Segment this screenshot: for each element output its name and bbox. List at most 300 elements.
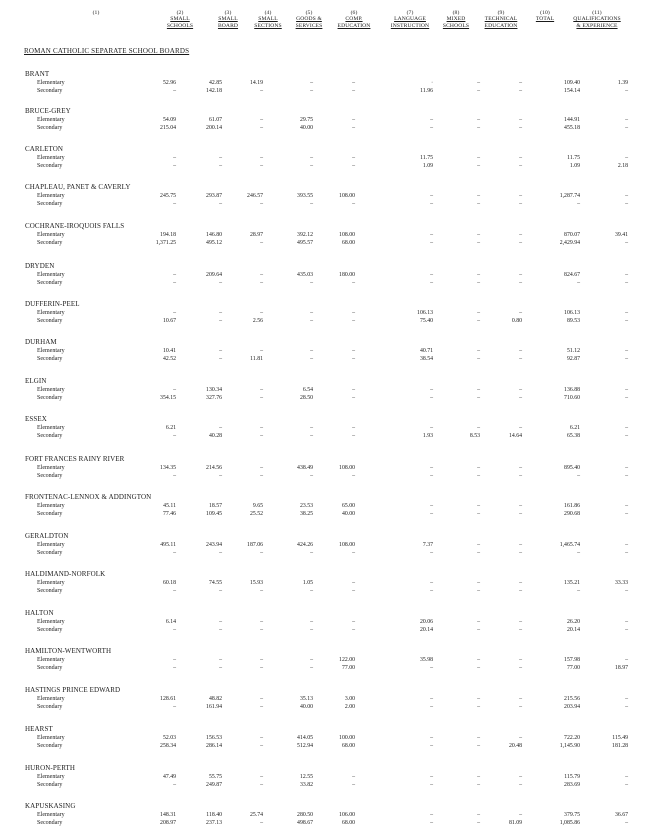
table-cell: –: [625, 395, 628, 401]
table-cell: –: [310, 473, 313, 479]
table-cell: –: [477, 588, 480, 594]
table-cell: 54.09: [162, 117, 176, 123]
table-cell: 283.69: [564, 782, 580, 788]
table-cell: –: [260, 743, 263, 749]
table-cell: –: [519, 387, 522, 393]
table-cell: 156.53: [206, 735, 222, 741]
table-cell: –: [625, 782, 628, 788]
table-cell: –: [519, 665, 522, 671]
table-cell: 134.35: [160, 465, 176, 471]
table-cell: –: [430, 240, 433, 246]
table-cell: –: [625, 774, 628, 780]
table-cell: –: [430, 465, 433, 471]
table-cell: 9.65: [252, 503, 263, 509]
table-cell: –: [519, 425, 522, 431]
table-cell: –: [260, 735, 263, 741]
table-cell: –: [477, 117, 480, 123]
table-cell: –: [260, 782, 263, 788]
column-header: [440, 10, 472, 29]
table-cell: –: [310, 163, 313, 169]
table-cell: –: [519, 782, 522, 788]
board-block: [0, 493, 658, 519]
table-cell: –: [519, 511, 522, 517]
board-block: [0, 145, 658, 171]
table-cell: –: [477, 812, 480, 818]
table-cell: –: [519, 542, 522, 548]
board-block: [0, 802, 658, 828]
table-cell: 414.05: [297, 735, 313, 741]
board-name: CHAPLEAU, PANET & CAVERLY: [25, 183, 131, 191]
table-cell: –: [477, 272, 480, 278]
table-cell: –: [260, 696, 263, 702]
table-cell: –: [477, 387, 480, 393]
table-cell: –: [352, 348, 355, 354]
table-cell: –: [625, 619, 628, 625]
table-cell: 108.00: [339, 193, 355, 199]
table-cell: –: [352, 201, 355, 207]
table-cell: –: [625, 433, 628, 439]
table-cell: –: [477, 356, 480, 362]
row-label: Secondary: [37, 665, 63, 671]
table-cell: –: [625, 696, 628, 702]
table-cell: 18.97: [614, 665, 628, 671]
table-cell: 142.18: [206, 88, 222, 94]
table-cell: 209.64: [206, 272, 222, 278]
table-cell: 36.67: [614, 812, 628, 818]
table-cell: 438.49: [297, 465, 313, 471]
table-cell: –: [173, 280, 176, 286]
column-header: [478, 10, 524, 29]
table-cell: –: [430, 588, 433, 594]
table-cell: –: [519, 201, 522, 207]
table-cell: –: [310, 425, 313, 431]
table-cell: –: [477, 163, 480, 169]
table-cell: 722.20: [564, 735, 580, 741]
table-cell: 2.18: [617, 163, 628, 169]
table-cell: –: [219, 550, 222, 556]
table-cell: –: [219, 657, 222, 663]
table-cell: 161.94: [206, 704, 222, 710]
table-cell: –: [352, 356, 355, 362]
column-title-line: QUALIFICATIONS: [573, 16, 621, 23]
table-cell: 14.64: [508, 433, 522, 439]
table-cell: –: [430, 395, 433, 401]
table-cell: –: [219, 473, 222, 479]
table-cell: –: [477, 155, 480, 161]
table-cell: –: [477, 240, 480, 246]
table-cell: –: [625, 117, 628, 123]
column-header: [386, 10, 434, 29]
table-cell: –: [477, 125, 480, 131]
row-label: Elementary: [37, 542, 65, 548]
column-header: [565, 10, 629, 29]
table-cell: –: [352, 782, 355, 788]
board-name: HEARST: [25, 725, 53, 733]
table-cell: –: [477, 743, 480, 749]
table-cell: –: [519, 774, 522, 780]
table-cell: 35.98: [419, 657, 433, 663]
table-cell: –: [260, 619, 263, 625]
row-label: Secondary: [37, 395, 63, 401]
board-name: HURON-PERTH: [25, 764, 76, 772]
table-cell: –: [352, 425, 355, 431]
table-cell: 38.54: [419, 356, 433, 362]
column-title-line: EDUCATION: [337, 22, 371, 29]
table-cell: –: [577, 280, 580, 286]
table-cell: –: [477, 735, 480, 741]
table-cell: –: [430, 665, 433, 671]
table-cell: –: [519, 193, 522, 199]
table-cell: –: [519, 812, 522, 818]
table-cell: 2,429.94: [559, 240, 580, 246]
table-cell: –: [477, 193, 480, 199]
table-cell: 20.14: [566, 627, 580, 633]
table-cell: –: [310, 155, 313, 161]
table-cell: 45.11: [163, 503, 176, 509]
table-cell: 215.56: [564, 696, 580, 702]
row-label: Secondary: [37, 201, 63, 207]
table-cell: –: [310, 348, 313, 354]
table-cell: –: [477, 425, 480, 431]
table-cell: –: [577, 201, 580, 207]
table-cell: –: [352, 163, 355, 169]
table-cell: 47.49: [162, 774, 176, 780]
table-cell: –: [625, 272, 628, 278]
table-cell: 38.25: [299, 511, 313, 517]
column-number: (8): [452, 10, 460, 16]
table-cell: –: [477, 310, 480, 316]
column-title-line: COMP.: [345, 16, 363, 23]
table-cell: 75.40: [419, 318, 433, 324]
table-cell: –: [352, 318, 355, 324]
board-block: [0, 338, 658, 364]
table-cell: 424.26: [297, 542, 313, 548]
table-cell: 290.68: [564, 511, 580, 517]
column-header: [534, 10, 556, 23]
board-block: [0, 725, 658, 751]
row-label: Elementary: [37, 387, 65, 393]
table-cell: –: [310, 280, 313, 286]
table-cell: –: [352, 550, 355, 556]
table-cell: 1,145.90: [559, 743, 580, 749]
table-cell: –: [430, 580, 433, 586]
table-cell: –: [519, 80, 522, 86]
column-title-line: GOODS &: [296, 16, 322, 23]
row-label: Elementary: [37, 465, 65, 471]
table-cell: –: [477, 550, 480, 556]
row-label: Secondary: [37, 88, 63, 94]
board-name: FRONTENAC-LENNOX & ADDINGTON: [25, 493, 152, 501]
table-cell: –: [430, 735, 433, 741]
table-cell: –: [519, 627, 522, 633]
table-cell: 200.14: [206, 125, 222, 131]
table-cell: 40.00: [299, 125, 313, 131]
table-cell: 258.34: [160, 743, 176, 749]
row-label: Elementary: [37, 117, 65, 123]
table-cell: –: [219, 155, 222, 161]
table-cell: –: [625, 473, 628, 479]
table-cell: –: [430, 473, 433, 479]
table-cell: 68.00: [341, 820, 355, 826]
table-cell: –: [625, 318, 628, 324]
table-cell: –: [173, 163, 176, 169]
row-label: Secondary: [37, 782, 63, 788]
table-cell: 51.12: [566, 348, 580, 354]
table-cell: 146.80: [206, 232, 222, 238]
table-cell: –: [260, 117, 263, 123]
table-cell: –: [260, 280, 263, 286]
table-cell: –: [519, 125, 522, 131]
table-cell: 109.45: [206, 511, 222, 517]
column-title-line: TECHNICAL: [484, 16, 518, 23]
table-cell: 74.55: [208, 580, 222, 586]
board-block: [0, 415, 658, 441]
table-cell: –: [625, 201, 628, 207]
table-cell: –: [430, 425, 433, 431]
table-cell: ·: [431, 80, 433, 86]
row-label: Elementary: [37, 193, 65, 199]
table-cell: –: [352, 580, 355, 586]
table-cell: –: [173, 782, 176, 788]
board-block: [0, 262, 658, 288]
table-cell: 455.18: [564, 125, 580, 131]
table-cell: –: [430, 511, 433, 517]
table-cell: –: [519, 735, 522, 741]
table-cell: –: [625, 820, 628, 826]
row-label: Secondary: [37, 318, 63, 324]
table-cell: –: [430, 743, 433, 749]
table-cell: –: [173, 310, 176, 316]
table-cell: –: [477, 774, 480, 780]
table-cell: –: [430, 280, 433, 286]
table-cell: –: [625, 125, 628, 131]
table-cell: –: [219, 627, 222, 633]
table-cell: 6.14: [165, 619, 176, 625]
table-cell: 435.03: [297, 272, 313, 278]
table-cell: 148.31: [160, 812, 176, 818]
board-block: [0, 377, 658, 403]
table-cell: 65.00: [341, 503, 355, 509]
table-cell: 33.82: [299, 782, 313, 788]
board-name: HALDIMAND-NORFOLK: [25, 570, 106, 578]
table-cell: –: [477, 782, 480, 788]
table-cell: –: [310, 627, 313, 633]
table-cell: 100.00: [339, 735, 355, 741]
table-cell: –: [519, 348, 522, 354]
table-cell: 392.12: [297, 232, 313, 238]
table-cell: –: [430, 503, 433, 509]
table-cell: –: [260, 163, 263, 169]
row-label: Secondary: [37, 627, 63, 633]
table-cell: –: [173, 550, 176, 556]
column-title-line: LANGUAGE: [394, 16, 426, 23]
row-label: Elementary: [37, 696, 65, 702]
table-cell: 157.98: [564, 657, 580, 663]
table-cell: –: [477, 232, 480, 238]
table-cell: –: [477, 542, 480, 548]
table-cell: 379.75: [564, 812, 580, 818]
table-cell: –: [173, 201, 176, 207]
table-cell: 498.67: [297, 820, 313, 826]
table-cell: –: [477, 696, 480, 702]
table-cell: –: [519, 117, 522, 123]
table-cell: –: [260, 465, 263, 471]
row-label: Secondary: [37, 511, 63, 517]
table-cell: –: [477, 473, 480, 479]
table-cell: –: [477, 395, 480, 401]
table-cell: –: [625, 88, 628, 94]
table-cell: –: [519, 280, 522, 286]
table-cell: –: [219, 356, 222, 362]
table-cell: –: [625, 240, 628, 246]
section-title: ROMAN CATHOLIC SEPARATE SCHOOL BOARDS: [24, 47, 190, 55]
table-cell: 1,371.25: [155, 240, 176, 246]
table-cell: 109.40: [564, 80, 580, 86]
table-cell: 1.05: [302, 580, 313, 586]
column-title-line: SMALL: [218, 16, 238, 23]
table-cell: 154.14: [564, 88, 580, 94]
row-label: Secondary: [37, 433, 63, 439]
table-cell: 11.96: [420, 88, 433, 94]
table-cell: –: [260, 310, 263, 316]
table-cell: –: [625, 387, 628, 393]
table-cell: 20.06: [419, 619, 433, 625]
row-label: Elementary: [37, 348, 65, 354]
table-cell: 187.06: [247, 542, 263, 548]
table-cell: –: [519, 503, 522, 509]
table-cell: –: [625, 542, 628, 548]
table-cell: –: [430, 193, 433, 199]
table-cell: –: [430, 820, 433, 826]
table-cell: 65.38: [566, 433, 580, 439]
table-cell: 327.76: [206, 395, 222, 401]
table-cell: 26.20: [566, 619, 580, 625]
table-cell: –: [625, 356, 628, 362]
table-cell: –: [260, 240, 263, 246]
table-cell: 35.13: [299, 696, 313, 702]
table-cell: –: [173, 627, 176, 633]
table-cell: 122.00: [339, 657, 355, 663]
table-cell: 18.57: [208, 503, 222, 509]
table-cell: –: [352, 774, 355, 780]
table-cell: 7.37: [422, 542, 433, 548]
board-block: [0, 764, 658, 790]
table-cell: 55.75: [208, 774, 222, 780]
table-cell: –: [430, 696, 433, 702]
table-cell: 25.74: [249, 812, 263, 818]
row-label: Elementary: [37, 812, 65, 818]
table-cell: 161.86: [564, 503, 580, 509]
column-title-line: BOARD: [217, 22, 239, 29]
table-cell: –: [477, 704, 480, 710]
table-cell: 108.00: [339, 465, 355, 471]
board-name: BRUCE-GREY: [25, 107, 71, 115]
board-name: HASTINGS PRINCE EDWARD: [25, 686, 121, 694]
table-cell: 215.04: [160, 125, 176, 131]
table-cell: –: [260, 433, 263, 439]
table-cell: 23.53: [299, 503, 313, 509]
table-cell: 6.54: [302, 387, 313, 393]
table-cell: –: [577, 550, 580, 556]
table-cell: 10.41: [162, 348, 176, 354]
table-cell: –: [477, 657, 480, 663]
table-cell: 8.53: [469, 433, 480, 439]
table-cell: –: [352, 433, 355, 439]
board-block: [0, 609, 658, 635]
row-label: Secondary: [37, 240, 63, 246]
table-cell: –: [430, 812, 433, 818]
table-cell: –: [352, 619, 355, 625]
row-label: Elementary: [37, 503, 65, 509]
table-cell: 115.79: [564, 774, 580, 780]
table-cell: –: [477, 80, 480, 86]
table-cell: 495.57: [297, 240, 313, 246]
board-block: [0, 300, 658, 326]
table-cell: –: [625, 348, 628, 354]
table-cell: 895.40: [564, 465, 580, 471]
board-name: DUFFERIN-PEEL: [25, 300, 80, 308]
table-cell: –: [173, 665, 176, 671]
table-cell: –: [519, 310, 522, 316]
table-cell: –: [519, 696, 522, 702]
table-cell: –: [310, 310, 313, 316]
table-cell: 92.87: [566, 356, 580, 362]
table-cell: –: [477, 280, 480, 286]
table-cell: –: [625, 657, 628, 663]
table-cell: –: [260, 155, 263, 161]
row-label: Secondary: [37, 473, 63, 479]
table-cell: 136.88: [564, 387, 580, 393]
table-cell: –: [260, 125, 263, 131]
table-cell: –: [173, 588, 176, 594]
table-cell: –: [352, 310, 355, 316]
table-cell: 40.00: [299, 704, 313, 710]
table-cell: –: [519, 272, 522, 278]
table-cell: 495.11: [160, 542, 176, 548]
board-name: CARLETON: [25, 145, 64, 153]
column-title-line: EDUCATION: [484, 22, 518, 29]
table-cell: 354.15: [160, 395, 176, 401]
table-cell: –: [310, 201, 313, 207]
table-cell: 12.55: [299, 774, 313, 780]
table-cell: 824.67: [564, 272, 580, 278]
column-number: (3): [224, 10, 232, 16]
table-cell: –: [173, 473, 176, 479]
table-cell: –: [173, 657, 176, 663]
table-cell: –: [219, 280, 222, 286]
table-cell: –: [352, 627, 355, 633]
table-cell: 280.50: [297, 812, 313, 818]
table-cell: –: [519, 657, 522, 663]
board-block: [0, 70, 658, 96]
table-cell: 1,465.74: [559, 542, 580, 548]
table-cell: 6.21: [569, 425, 580, 431]
table-cell: –: [519, 704, 522, 710]
table-cell: –: [260, 774, 263, 780]
column-number: (9): [497, 10, 505, 16]
column-title-line: SMALL: [170, 16, 190, 23]
table-cell: 25.52: [249, 511, 263, 517]
table-cell: 11.75: [420, 155, 433, 161]
table-cell: –: [430, 232, 433, 238]
table-cell: 1,287.74: [559, 193, 580, 199]
table-cell: –: [219, 310, 222, 316]
row-label: Elementary: [37, 155, 65, 161]
table-cell: –: [310, 88, 313, 94]
board-block: [0, 532, 658, 558]
table-cell: –: [519, 395, 522, 401]
table-cell: 42.52: [162, 356, 176, 362]
